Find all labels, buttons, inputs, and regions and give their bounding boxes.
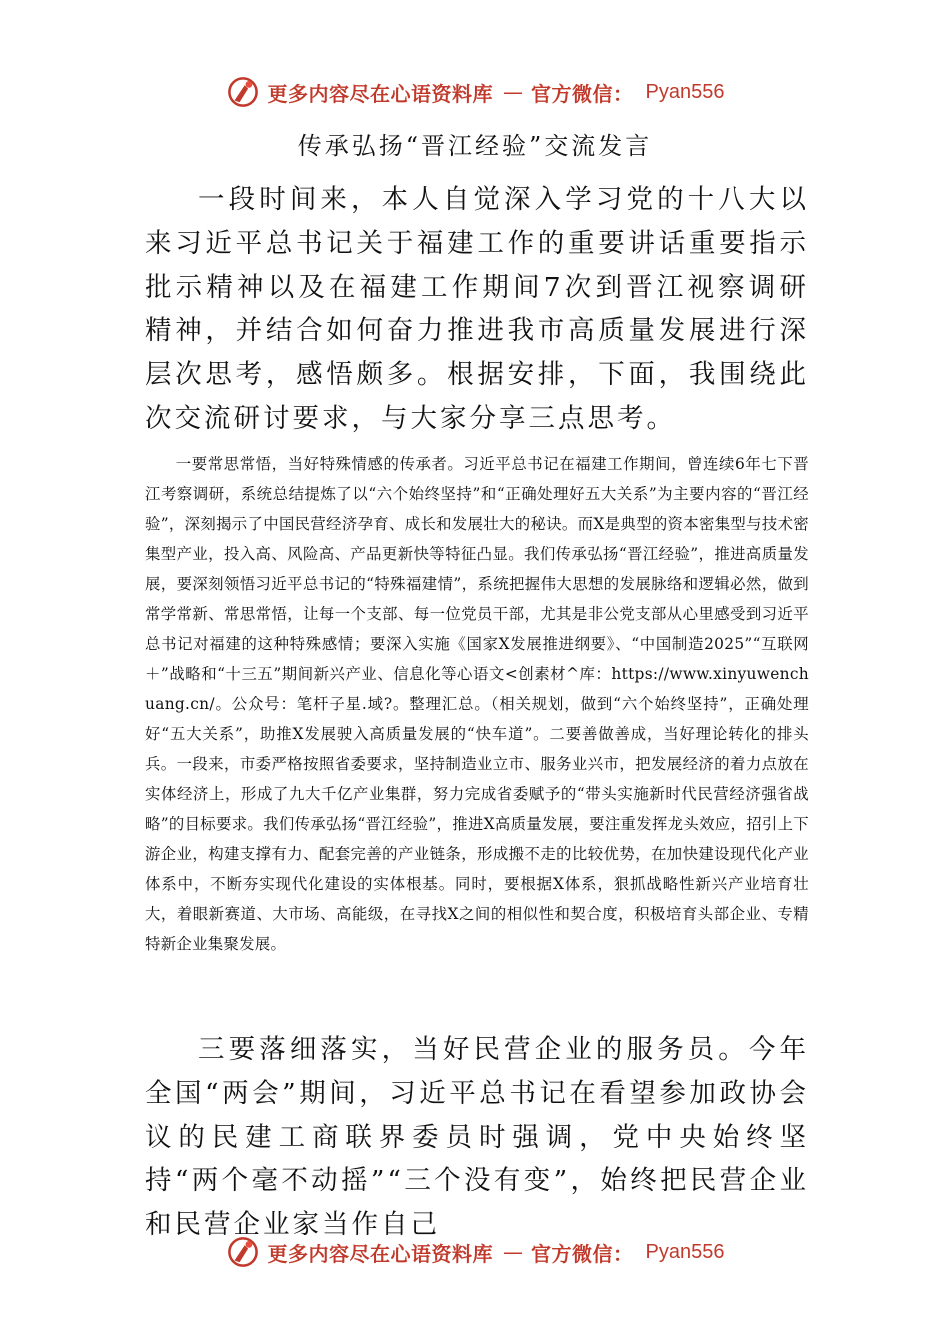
intro-paragraph: 一段时间来，本人自觉深入学习党的十八大以来习近平总书记关于福建工作的重要讲话重要指示批示精神以及在福建工作期间7次到晋江视察调研精神，并结合如何奋力推进我市高质量发展进行深层次思考，感悟颇多。根据安排，下面，我围绕此次交流研讨要求，与大家分享三点思考。 bbox=[145, 184, 809, 434]
body-paragraph: 一要常思常悟，当好特殊情感的传承者。习近平总书记在福建工作期间，曾连续6年七下晋江考察调研，系统总结提炼了以“六个始终坚持”和“正确处理好五大关系”为主要内容的“晋江经验”，深刻揭示了中国民营经济孕育、成长和发展壮大的秘诀。而X是典型的资本密集型与技术密集型产业，投入高、风险高、产品更新快等特征凸显。我们传承弘扬“晋江经验”，推进高质量发展，要深刻领悟习近平总书记的“特殊福建情”，系统把握伟大思想的发展脉络和逻辑必然，做到常学常新、常思常悟，让每一个支部、每一位党员干部，尤其是非公党支部从心里感受到习近平总书记对福建的这种特殊感情；要深入实施《国家X发展推进纲要》、“中国制造2025”“互联网＋”战略和“十三五”期间新兴产业、信息化等心语文<创素材^库：https://www.xinyuwenchuang.cn/。公众号：笔杆子星.域?。整理汇总。（相关规划，做到“六个始终坚持”，正确处理好“五大关系”，助推X发展驶入高质量发展的“快车道”。二要善做善成，当好理论转化的排头兵。一段来，市委严格按照省委要求，坚持制造业立市、服务业兴市，把发展经济的着力点放在实体经济上，形成了九大千亿产业集群，努力完成省委赋予的“带头实施新时代民营经济强省战略”的目标要求。我们传承弘扬“晋江经验”，推进X高质量发展，要注重发挥龙头效应，招引上下游企业，构建支撑有力、配套完善的产业链条，形成搬不走的比较优势，在加快建设现代化产业体系中，不断夯实现代化建设的实体根基。同时，要根据X体系，狠抓战略性新兴产业培育壮大，着眼新赛道、大市场、高能级，在寻找X之间的相似性和契合度，积极培育头部企业、专精特新企业集聚发展。 bbox=[145, 455, 809, 953]
header-watermark bbox=[0, 72, 950, 112]
point-three-paragraph: 三要落细落实，当好民营企业的服务员。今年全国“两会”期间，习近平总书记在看望参加政协会议的民建工商联界委员时强调，党中央始终坚持“两个毫不动摇”“三个没有变”，始终把民营企业和民营企业家当作自己 bbox=[145, 1034, 809, 1241]
seal-logo-icon bbox=[226, 75, 260, 109]
document-title: 传承弘扬“晋江经验”交流发言 bbox=[297, 132, 653, 160]
seal-logo-icon bbox=[226, 1235, 260, 1269]
watermark-separator: — bbox=[503, 1240, 524, 1264]
watermark-account: Pyan556 bbox=[645, 1240, 725, 1263]
watermark-official: 官方微信： bbox=[531, 1241, 634, 1266]
watermark-text: 更多内容尽在心语资料库 bbox=[267, 1241, 494, 1266]
watermark-account: Pyan556 bbox=[645, 80, 725, 103]
footer-watermark bbox=[0, 1232, 950, 1272]
watermark-separator: — bbox=[503, 80, 524, 104]
watermark-text: 更多内容尽在心语资料库 bbox=[267, 81, 494, 106]
watermark-official: 官方微信： bbox=[531, 81, 634, 106]
